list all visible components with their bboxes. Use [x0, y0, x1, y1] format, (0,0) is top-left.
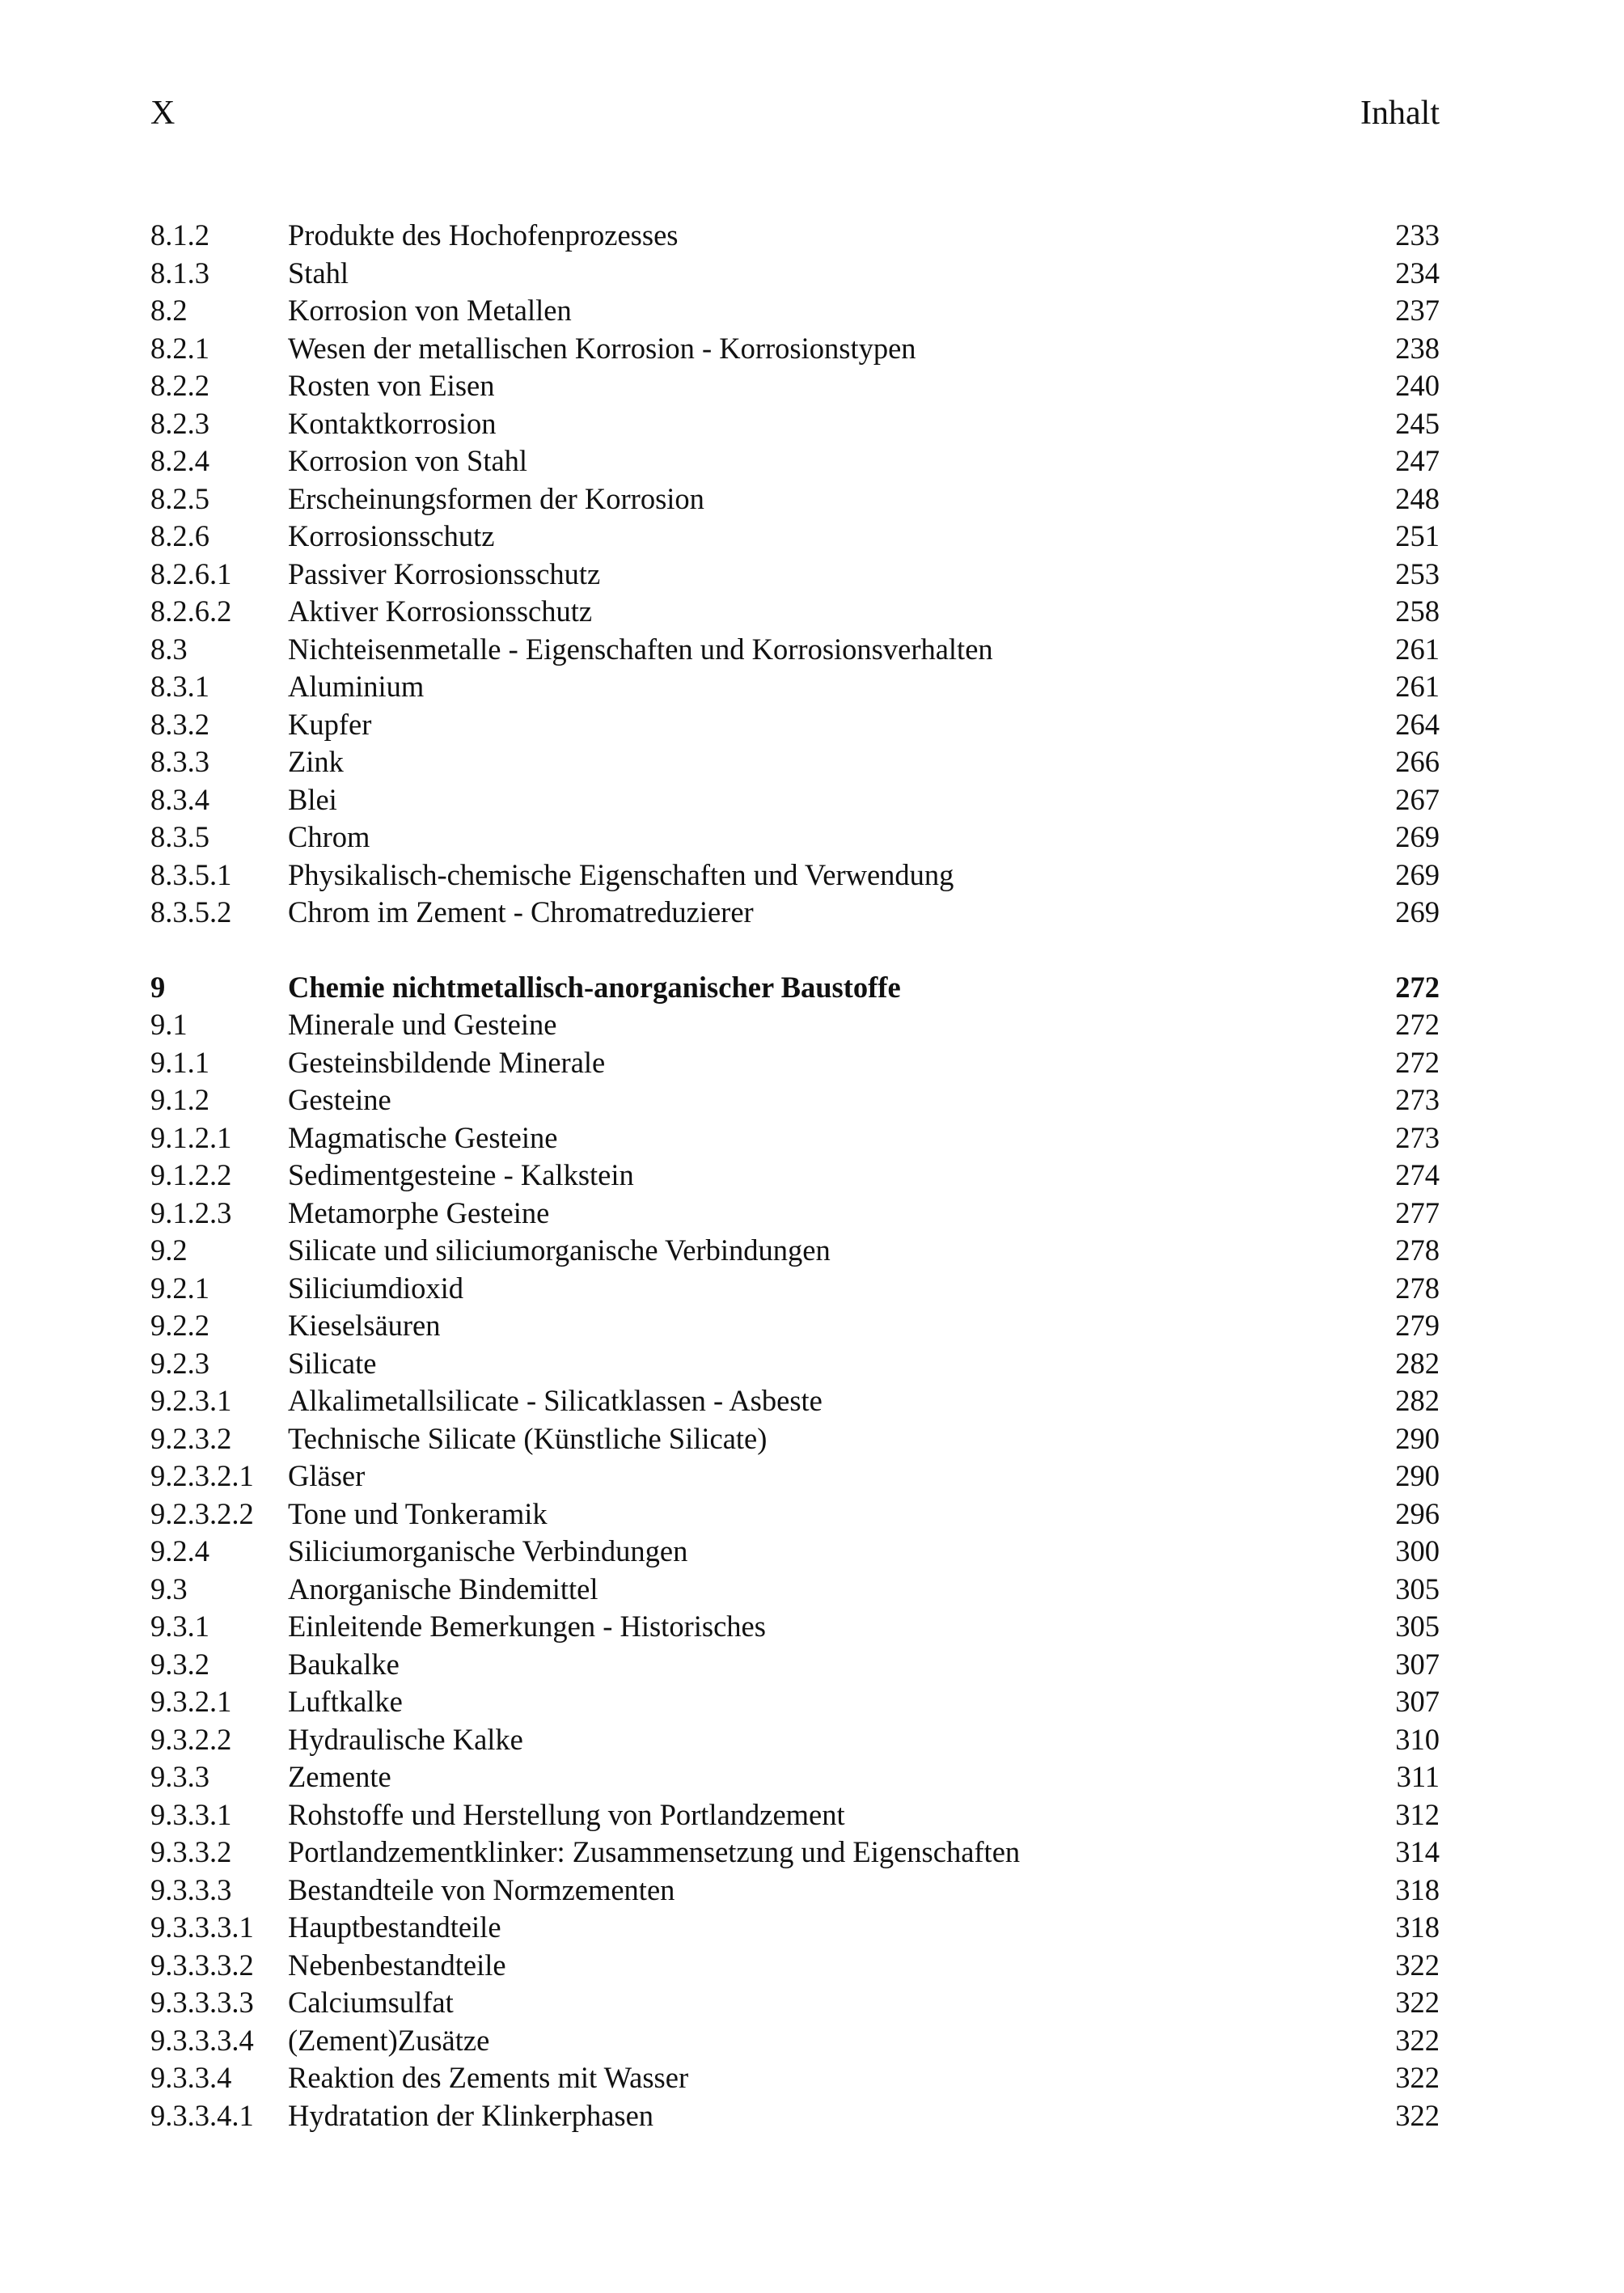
toc-section-number: 9.2.1 — [150, 1271, 209, 1305]
toc-section-title: Einleitende Bemerkungen - Historisches — [288, 1610, 766, 1643]
toc-section-number: 8.2.6.1 — [150, 556, 232, 590]
toc-page-number: 272 — [1395, 1045, 1440, 1079]
toc-section-title: Chrom — [288, 820, 370, 853]
toc-page-number: 279 — [1395, 1309, 1440, 1342]
toc-section-title: Bestandteile von Normzementen — [288, 1872, 675, 1906]
toc-section-title: Hydraulische Kalke — [288, 1722, 523, 1756]
toc-page-number: 251 — [1395, 519, 1440, 552]
toc-section-number: 8.3.2 — [150, 707, 209, 741]
toc-section-number: 8.3 — [150, 632, 188, 666]
toc-section-title: Korrosion von Metallen — [288, 294, 572, 327]
toc-chapter-row — [150, 969, 1440, 1007]
toc-section-number: 8.2.6 — [150, 519, 209, 552]
toc-section-title: Blei — [288, 782, 337, 816]
toc-page-number: 272 — [1395, 970, 1440, 1004]
toc-entry — [150, 1457, 1440, 1496]
toc-entry — [150, 1345, 1440, 1383]
toc-section-title: Physikalisch-chemische Eigenschaften und Verwendung — [288, 857, 954, 891]
toc-page-number: 238 — [1395, 331, 1440, 365]
toc-section-title: Magmatische Gesteine — [288, 1120, 558, 1154]
toc-entry — [150, 1081, 1440, 1119]
toc-entry — [150, 1872, 1440, 1910]
toc-page-number: 264 — [1395, 707, 1440, 741]
toc-section-number: 9.2 — [150, 1233, 188, 1267]
toc-section-title: Luftkalke — [288, 1685, 403, 1718]
toc-section-title: Gläser — [288, 1459, 366, 1492]
toc-page-number: 278 — [1395, 1233, 1440, 1267]
toc-section-title: Gesteinsbildende Minerale — [288, 1045, 606, 1079]
toc-entry — [150, 743, 1440, 781]
toc-entry — [150, 480, 1440, 518]
toc-section-title: Rosten von Eisen — [288, 369, 495, 402]
toc-page-number: 310 — [1395, 1722, 1440, 1756]
toc-section-number: 9.2.3.2.1 — [150, 1459, 254, 1492]
toc-page-number: 290 — [1395, 1459, 1440, 1492]
toc-section-title: Produkte des Hochofenprozesses — [288, 218, 679, 252]
toc-section-title: Portlandzementklinker: Zusammensetzung und Eigenschaften — [288, 1835, 1021, 1868]
toc-entry — [150, 1947, 1440, 1985]
toc-section-title: Siliciumorganische Verbindungen — [288, 1534, 688, 1567]
toc-entry — [150, 217, 1440, 255]
toc-entry — [150, 2097, 1440, 2135]
toc-section-number: 9.2.4 — [150, 1534, 209, 1567]
toc-page-number: 261 — [1395, 670, 1440, 703]
toc-section-number: 9.3.2.1 — [150, 1685, 232, 1718]
toc-page-number: 258 — [1395, 594, 1440, 628]
toc-section-title: Hauptbestandteile — [288, 1910, 501, 1944]
toc-page-number: 322 — [1395, 2023, 1440, 2057]
toc-entry — [150, 781, 1440, 819]
toc-entry — [150, 255, 1440, 293]
toc-section-title: Nebenbestandteile — [288, 1948, 506, 1982]
toc-section-title: Kieselsäuren — [288, 1309, 441, 1342]
toc-section-title: Chrom im Zement - Chromatreduzierer — [288, 895, 754, 929]
toc-entry — [150, 819, 1440, 857]
toc-entry — [150, 330, 1440, 368]
toc-section-number: 9.3.1 — [150, 1610, 209, 1643]
toc-section-title: Sedimentgesteine - Kalkstein — [288, 1158, 634, 1191]
toc-page-number: 253 — [1395, 556, 1440, 590]
toc-entry — [150, 593, 1440, 631]
toc-section-title: Reaktion des Zements mit Wasser — [288, 2061, 689, 2094]
toc-page-number: 274 — [1395, 1158, 1440, 1191]
toc-section-title: Nichteisenmetalle - Eigenschaften und Korrosionsverhalten — [288, 632, 993, 666]
toc-entry — [150, 1157, 1440, 1195]
toc-page-number: 307 — [1395, 1685, 1440, 1718]
toc-entry — [150, 857, 1440, 895]
toc-section-number: 9.3.3.1 — [150, 1797, 232, 1831]
toc-page-number: 322 — [1395, 1986, 1440, 2019]
toc-section-number: 9.3.3.3.4 — [150, 2023, 254, 2057]
toc-section-number: 8.1.2 — [150, 218, 209, 252]
toc-page-number: 305 — [1395, 1572, 1440, 1606]
toc-entry — [150, 1307, 1440, 1345]
toc-section-number: 8.3.5.2 — [150, 895, 232, 929]
toc-page-number: 248 — [1395, 481, 1440, 515]
toc-section-number: 8.2.2 — [150, 369, 209, 402]
toc-section-number: 8.2 — [150, 294, 188, 327]
toc-section-number: 9.1.2 — [150, 1083, 209, 1116]
toc-section-title: Erscheinungsformen der Korrosion — [288, 481, 704, 515]
toc-entry — [150, 556, 1440, 594]
toc-section-number: 9.3.2.2 — [150, 1722, 232, 1756]
toc-section-number: 8.3.5 — [150, 820, 209, 853]
toc-page-number: 314 — [1395, 1835, 1440, 1868]
toc-section-title: Chemie nichtmetallisch-anorganischer Baustoffe — [288, 970, 901, 1004]
toc-page-number: 269 — [1395, 820, 1440, 853]
toc-page-number: 318 — [1395, 1872, 1440, 1906]
toc-page-number: 278 — [1395, 1271, 1440, 1305]
toc-entry — [150, 1758, 1440, 1796]
toc-section-number: 8.3.1 — [150, 670, 209, 703]
toc-section-number: 9 — [150, 970, 166, 1004]
toc-section-number: 8.3.3 — [150, 745, 209, 778]
toc-entry — [150, 1533, 1440, 1571]
toc-page-number: 269 — [1395, 857, 1440, 891]
toc-section-number: 8.3.4 — [150, 782, 209, 816]
toc-page-number: 305 — [1395, 1610, 1440, 1643]
toc-page-number: 234 — [1395, 256, 1440, 290]
toc-section-title: Aktiver Korrosionsschutz — [288, 594, 593, 628]
toc-section-number: 9.3.3.3.3 — [150, 1986, 254, 2019]
toc-entry — [150, 367, 1440, 405]
toc-section-title: Korrosion von Stahl — [288, 444, 528, 477]
toc-section-title: Hydratation der Klinkerphasen — [288, 2098, 654, 2132]
toc-entry — [150, 1984, 1440, 2022]
toc-entry — [150, 1119, 1440, 1157]
toc-page-number: 266 — [1395, 745, 1440, 778]
toc-entry — [150, 442, 1440, 480]
toc-section-title: Korrosionsschutz — [288, 519, 495, 552]
toc-entry — [150, 1834, 1440, 1872]
toc-section-number: 9.1.2.3 — [150, 1195, 232, 1229]
toc-section-number: 8.2.1 — [150, 331, 209, 365]
toc-entry — [150, 1608, 1440, 1646]
toc-section-title: Anorganische Bindemittel — [288, 1572, 598, 1606]
toc-entry — [150, 631, 1440, 669]
toc-entry — [150, 1382, 1440, 1420]
toc-section-number: 8.2.3 — [150, 406, 209, 440]
toc-section-number: 8.2.4 — [150, 444, 209, 477]
toc-section-number: 9.3.3.2 — [150, 1835, 232, 1868]
toc-entry — [150, 1232, 1440, 1270]
toc-page-number: 273 — [1395, 1083, 1440, 1116]
toc-entry — [150, 2059, 1440, 2097]
toc-section-title: Kupfer — [288, 707, 372, 741]
toc-section-title: Gesteine — [288, 1083, 391, 1116]
toc-section-number: 8.2.6.2 — [150, 594, 232, 628]
toc-section-title: Aluminium — [288, 670, 425, 703]
toc-section-number: 9.3.2 — [150, 1647, 209, 1681]
toc-section-title: Passiver Korrosionsschutz — [288, 556, 601, 590]
toc-page-number: 240 — [1395, 369, 1440, 402]
toc-section-number: 9.1.1 — [150, 1045, 209, 1079]
toc-entry — [150, 518, 1440, 556]
toc-section-number: 9.3 — [150, 1572, 188, 1606]
running-title: Inhalt — [1360, 95, 1440, 132]
toc-section-title: Stahl — [288, 256, 349, 290]
table-of-contents — [150, 217, 1440, 2134]
toc-entry — [150, 405, 1440, 443]
toc-page-number: 322 — [1395, 1948, 1440, 1982]
toc-section-number: 9.2.3.2.2 — [150, 1496, 254, 1530]
toc-entry — [150, 1721, 1440, 1759]
toc-entry — [150, 1420, 1440, 1458]
toc-page-number: 277 — [1395, 1195, 1440, 1229]
toc-entry — [150, 1496, 1440, 1534]
toc-section-title: Metamorphe Gesteine — [288, 1195, 550, 1229]
toc-section-number: 8.3.5.1 — [150, 857, 232, 891]
toc-page-number: 307 — [1395, 1647, 1440, 1681]
toc-section-number: 9.3.3.4.1 — [150, 2098, 254, 2132]
toc-page-number: 282 — [1395, 1384, 1440, 1417]
toc-section-title: Alkalimetallsilicate - Silicatklassen - Asbeste — [288, 1384, 823, 1417]
toc-page-number: 312 — [1395, 1797, 1440, 1831]
toc-entry — [150, 1006, 1440, 1044]
toc-page-number: 247 — [1395, 444, 1440, 477]
toc-page-number: 267 — [1395, 782, 1440, 816]
toc-section-title: Kontaktkorrosion — [288, 406, 497, 440]
toc-entry — [150, 1195, 1440, 1233]
toc-page-number: 233 — [1395, 218, 1440, 252]
toc-section-number: 9.3.3.3.1 — [150, 1910, 254, 1944]
toc-entry — [150, 1270, 1440, 1308]
page-number: X — [150, 95, 176, 132]
toc-section-number: 9.2.3.2 — [150, 1421, 232, 1455]
toc-page-number: 290 — [1395, 1421, 1440, 1455]
toc-section-title: Baukalke — [288, 1647, 400, 1681]
toc-page-number: 237 — [1395, 294, 1440, 327]
toc-section-number: 8.1.3 — [150, 256, 209, 290]
toc-section-title: Zink — [288, 745, 344, 778]
toc-section-number: 9.1.2.2 — [150, 1158, 232, 1191]
toc-entry — [150, 1796, 1440, 1834]
toc-section-title: Calciumsulfat — [288, 1986, 454, 2019]
toc-section-number: 9.2.3.1 — [150, 1384, 232, 1417]
toc-page-number: 261 — [1395, 632, 1440, 666]
toc-entry — [150, 1571, 1440, 1609]
toc-entry — [150, 1683, 1440, 1721]
toc-section-number: 9.1 — [150, 1008, 188, 1041]
toc-section-title: Silicate — [288, 1346, 377, 1380]
toc-section-number: 9.3.3.3 — [150, 1872, 232, 1906]
toc-entry — [150, 668, 1440, 706]
toc-section-number: 8.2.5 — [150, 481, 209, 515]
toc-page-number: 269 — [1395, 895, 1440, 929]
toc-page-number: 322 — [1395, 2061, 1440, 2094]
toc-section-number: 9.2.3 — [150, 1346, 209, 1380]
toc-entry — [150, 894, 1440, 932]
toc-entry — [150, 1909, 1440, 1947]
toc-entry — [150, 706, 1440, 744]
toc-section-title: Rohstoffe und Herstellung von Portlandzement — [288, 1797, 845, 1831]
toc-section-title: (Zement)Zusätze — [288, 2023, 490, 2057]
toc-entry — [150, 292, 1440, 330]
toc-section-number: 9.2.2 — [150, 1309, 209, 1342]
toc-section-title: Zemente — [288, 1760, 391, 1793]
toc-page-number: 311 — [1396, 1760, 1440, 1793]
toc-page-number: 272 — [1395, 1008, 1440, 1041]
toc-section-title: Siliciumdioxid — [288, 1271, 463, 1305]
toc-section-number: 9.1.2.1 — [150, 1120, 232, 1154]
toc-page-number: 322 — [1395, 2098, 1440, 2132]
toc-section-number: 9.3.3.4 — [150, 2061, 232, 2094]
toc-entry — [150, 2022, 1440, 2060]
toc-page-number: 245 — [1395, 406, 1440, 440]
toc-section-number: 9.3.3 — [150, 1760, 209, 1793]
toc-entry — [150, 1044, 1440, 1082]
toc-page-number: 273 — [1395, 1120, 1440, 1154]
toc-section-title: Tone und Tonkeramik — [288, 1496, 548, 1530]
toc-page-number: 282 — [1395, 1346, 1440, 1380]
toc-entry — [150, 1646, 1440, 1684]
toc-section-title: Minerale und Gesteine — [288, 1008, 557, 1041]
toc-section-title: Technische Silicate (Künstliche Silicate) — [288, 1421, 768, 1455]
toc-section-title: Wesen der metallischen Korrosion - Korrosionstypen — [288, 331, 916, 365]
toc-section-title: Silicate und siliciumorganische Verbindungen — [288, 1233, 831, 1267]
toc-page-number: 318 — [1395, 1910, 1440, 1944]
toc-page-number: 296 — [1395, 1496, 1440, 1530]
toc-page-number: 300 — [1395, 1534, 1440, 1567]
toc-section-number: 9.3.3.3.2 — [150, 1948, 254, 1982]
